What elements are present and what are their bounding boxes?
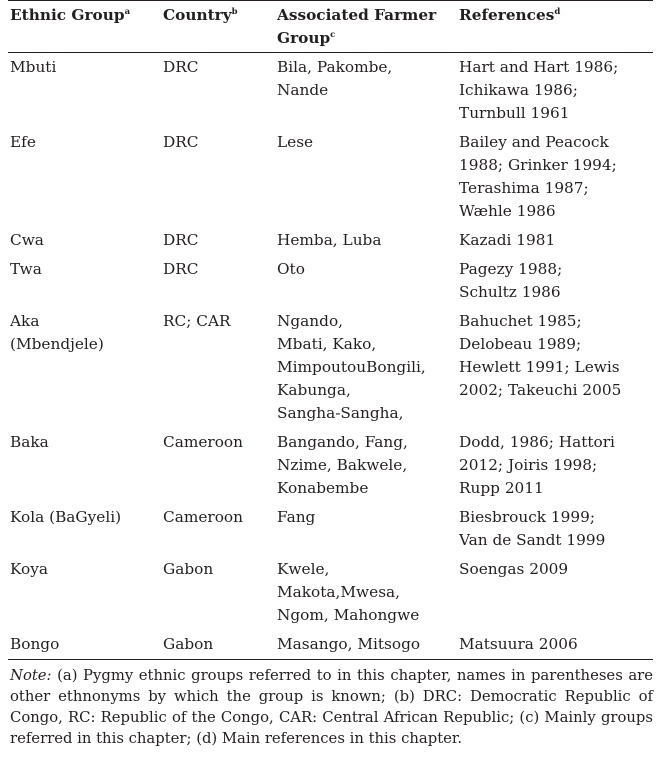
cell-country: Gabon xyxy=(163,560,214,578)
footnote-marker: d xyxy=(554,7,561,17)
cell-references: Hart and Hart 1986; Ichikawa 1986; Turnbull 1961 xyxy=(459,58,619,122)
cell-country: RC; CAR xyxy=(163,312,231,330)
table-row xyxy=(8,255,653,307)
cell-references: Matsuura 2006 xyxy=(459,635,578,653)
header-label: Country xyxy=(163,6,232,24)
table-row xyxy=(8,630,653,660)
cell-references: Soengas 2009 xyxy=(459,560,569,578)
cell-references: Pagezy 1988; Schultz 1986 xyxy=(459,260,563,301)
cell-farmer-group: Lese xyxy=(277,133,314,151)
note-text: (a) Pygmy ethnic groups referred to in this chapter, names in parentheses are other ethnonyms by which the group is known; (b) DRC: Democratic Republic of Congo, RC: Republic of the Congo, CAR: Central African Republic; (c) Mainly groups referred in this chapter; (d) Main references in this chapter. xyxy=(10,667,653,747)
cell-ethnic-group: Mbuti xyxy=(10,58,57,76)
cell-references: Kazadi 1981 xyxy=(459,231,556,249)
cell-farmer-group: Fang xyxy=(277,508,316,526)
cell-country: DRC xyxy=(163,231,199,249)
cell-references: Bahuchet 1985; Delobeau 1989; Hewlett 1991; Lewis 2002; Takeuchi 2005 xyxy=(459,312,622,399)
header-references xyxy=(457,1,653,53)
header-label: Associated Farmer Group xyxy=(277,6,437,47)
cell-references: Dodd, 1986; Hattori 2012; Joiris 1998; Rupp 2011 xyxy=(459,433,615,497)
cell-ethnic-group: Koya xyxy=(10,560,48,578)
footnote-marker: a xyxy=(124,7,131,17)
cell-references: Bailey and Peacock 1988; Grinker 1994; Terashima 1987; Wæhle 1986 xyxy=(459,133,617,220)
header-farmer-group xyxy=(275,1,457,53)
cell-ethnic-group: Bongo xyxy=(10,635,60,653)
table-header xyxy=(8,1,653,53)
table-row xyxy=(8,428,653,503)
table-note xyxy=(8,665,653,749)
cell-country: DRC xyxy=(163,58,199,76)
header-label: References xyxy=(459,6,555,24)
header-row xyxy=(8,1,653,53)
cell-country: Cameroon xyxy=(163,433,243,451)
cell-farmer-group: Masango, Mitsogo xyxy=(277,635,421,653)
header-ethnic-group xyxy=(8,1,161,53)
cell-ethnic-group: Twa xyxy=(10,260,42,278)
cell-farmer-group: Hemba, Luba xyxy=(277,231,382,249)
cell-farmer-group: Bangando, Fang, Nzime, Bakwele, Konabembe xyxy=(277,433,408,497)
table-row xyxy=(8,226,653,255)
cell-ethnic-group: Baka xyxy=(10,433,49,451)
cell-farmer-group: Kwele, Makota,Mwesa, Ngom, Mahongwe xyxy=(277,560,420,624)
cell-country: Cameroon xyxy=(163,508,243,526)
cell-ethnic-group: Cwa xyxy=(10,231,44,249)
cell-ethnic-group: Aka (Mbendjele) xyxy=(10,312,104,353)
table-body xyxy=(8,53,653,660)
cell-farmer-group: Ngando, Mbati, Kako, MimpoutouBongili, Kabunga, Sangha-Sangha, xyxy=(277,312,426,422)
table-row xyxy=(8,555,653,630)
table-row xyxy=(8,128,653,226)
cell-country: DRC xyxy=(163,133,199,151)
header-label: Ethnic Group xyxy=(10,6,125,24)
cell-country: Gabon xyxy=(163,635,214,653)
ethnic-groups-table xyxy=(8,0,653,660)
cell-farmer-group: Bila, Pakombe, Nande xyxy=(277,58,393,99)
cell-references: Biesbrouck 1999; Van de Sandt 1999 xyxy=(459,508,606,549)
table-row xyxy=(8,53,653,129)
table-row xyxy=(8,307,653,428)
footnote-marker: b xyxy=(231,7,238,17)
table-row xyxy=(8,503,653,555)
cell-ethnic-group: Kola (BaGyeli) xyxy=(10,508,122,526)
cell-country: DRC xyxy=(163,260,199,278)
note-label: Note: xyxy=(10,667,52,684)
document-page xyxy=(8,0,653,764)
footnote-marker: c xyxy=(330,30,336,40)
header-country xyxy=(161,1,275,53)
cell-farmer-group: Oto xyxy=(277,260,305,278)
cell-ethnic-group: Efe xyxy=(10,133,36,151)
